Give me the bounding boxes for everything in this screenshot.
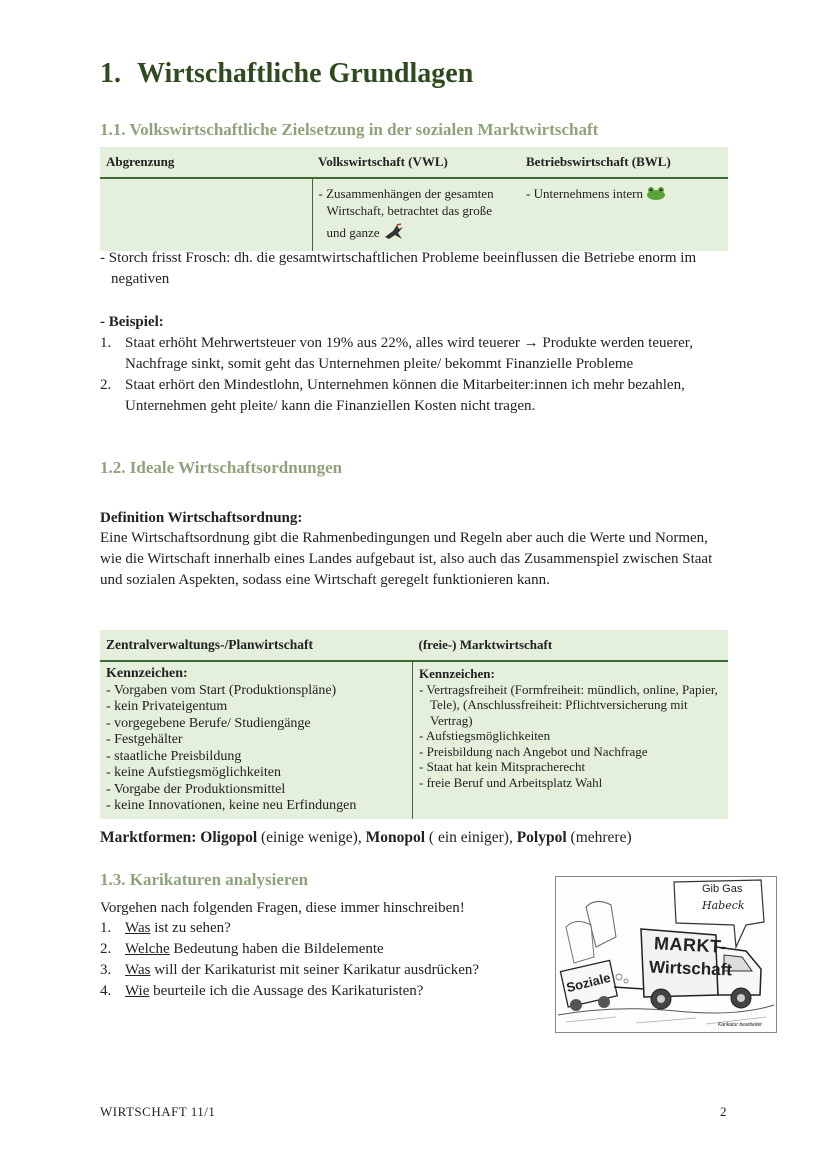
beispiel-text: Beispiel: [108, 314, 164, 330]
kennzeichen-label: Kennzeichen: [419, 666, 495, 681]
list-text: Staat erhöht Mehrwertsteuer von 19% aus 22%, alles wird teuerer → Produkte werden teuerer, Nachfrage sinkt, somit geht das Unternehmen pleite/ bekommt Finanzielle Probleme [125, 335, 693, 372]
karikatur-intro: Vorgehen nach folgenden Fragen, diese immer hinschreiben! [100, 900, 465, 916]
term-polypol: Polypol [516, 829, 567, 846]
cell-empty [100, 178, 312, 251]
question-text: beurteile ich die Aussage des Karikaturisten? [149, 983, 424, 999]
desc-oligopol: (einige wenige), [257, 829, 366, 846]
title-text: Wirtschaftliche Grundlagen [137, 58, 474, 89]
header-planwirtschaft: Zentralverwaltungs-/Planwirtschaft [100, 630, 413, 661]
list-item: - Storch frisst Frosch: dh. die gesamtwirtschaftlichen Probleme beeinflussen die Betriebe enorm im negativen [100, 248, 730, 290]
definition-title: Definition Wirtschaftsordnung: [100, 510, 303, 526]
cartoon-caption: Karikatur bearbeitet [718, 1022, 762, 1028]
stork-icon [383, 223, 405, 245]
question-text: Bedeutung haben die Bildelemente [169, 941, 384, 957]
desc-polypol: (mehrere) [566, 829, 632, 846]
question-key: Welche [125, 941, 170, 957]
bubble-line-2: Habeck [702, 899, 745, 912]
wirtschaftsordnung-table [100, 630, 728, 819]
cell-marktwirtschaft [413, 661, 729, 819]
list-item: - Preisbildung nach Angebot und Nachfrage [419, 744, 722, 760]
list-item [100, 375, 712, 417]
term-oligopol: Oligopol [200, 829, 258, 846]
list-item: - kein Privateigentum [106, 699, 406, 716]
table-header-row [100, 630, 728, 661]
list-item [100, 960, 540, 981]
question-text: will der Karikaturist mit seiner Karikatur ausdrücken? [150, 962, 480, 978]
list-number: 3. [100, 962, 112, 978]
list-number: 2. [100, 941, 112, 957]
list-number: 4. [100, 983, 112, 999]
page-title [100, 58, 473, 90]
cell-planwirtschaft [100, 661, 413, 819]
frog-icon [646, 186, 666, 204]
list-item: - keine Innovationen, keine neu Erfindungen [106, 798, 406, 815]
desc-monopol: ( ein einiger), [425, 829, 517, 846]
example-list [100, 333, 712, 417]
question-key: Was [125, 920, 151, 936]
definition-text: Eine Wirtschaftsordnung gibt die Rahmenbedingungen und Regeln aber auch die Werte und Normen, wie die Wirtschaft innerhalb eines Landes aufgebaut ist, also auch das Zusammenspiel zwischen Staat und sozialen Aspekten, sodass eine Wirtschaft geregelt funktionieren kann. [100, 530, 713, 588]
bubble-line-1: Gib Gas [702, 883, 743, 895]
kennzeichen-label: Kennzeichen: [106, 666, 188, 681]
cell-bwl [520, 178, 728, 251]
cell-vwl-line: - Zusammenhängen der gesamten [318, 186, 494, 201]
footer-left: WIRTSCHAFT 11/1 [100, 1104, 216, 1119]
header-bwl: Betriebswirtschaft (BWL) [520, 147, 728, 178]
list-item [100, 333, 712, 375]
list-number: 2. [100, 377, 112, 393]
section-heading-1-2: 1.2. Ideale Wirtschaftsordnungen [100, 458, 343, 477]
list-item [100, 939, 540, 960]
list-item: - vorgegebene Berufe/ Studiengänge [106, 716, 406, 733]
list-item [100, 918, 540, 939]
beispiel-label: - Beispiel: [100, 314, 164, 330]
marktformen-label: Marktformen: [100, 829, 197, 846]
question-key: Wie [125, 983, 150, 999]
header-vwl: Volkswirtschaft (VWL) [312, 147, 520, 178]
question-text: ist zu sehen? [150, 920, 231, 936]
truck-label-2: Wirtschaft [648, 957, 733, 980]
trailer-label: Soziale [564, 969, 612, 996]
header-abgrenzung: Abgrenzung [100, 147, 312, 178]
marktformen-line [100, 827, 632, 848]
cartoon-image [555, 876, 777, 1033]
truck-label-1: MARKT- [653, 933, 728, 957]
vwl-bwl-table [100, 147, 728, 251]
list-item [100, 981, 540, 1002]
markt-list [419, 682, 722, 791]
question-key: Was [125, 962, 151, 978]
list-item: - Staat hat kein Mitspracherecht [419, 759, 722, 775]
list-item: - Vorgaben vom Start (Produktionspläne) [106, 683, 406, 700]
list-item: - staatliche Preisbildung [106, 749, 406, 766]
list-item: - freie Beruf und Arbeitsplatz Wahl [419, 775, 722, 791]
list-item: - Vertragsfreiheit (Formfreiheit: mündlich, online, Papier, Tele), (Anschlussfreiheit: Pflichtversicherung mit Vertrag) [419, 682, 722, 729]
cell-vwl [312, 178, 520, 251]
section-heading-1-3: 1.3. Karikaturen analysieren [100, 870, 309, 889]
list-number: 1. [100, 920, 112, 936]
cell-bwl-text: - Unternehmens intern [526, 186, 643, 201]
plan-list [106, 683, 406, 815]
page-number: 2 [720, 1104, 727, 1119]
cell-vwl-line [319, 223, 515, 245]
table-header-row [100, 147, 728, 178]
title-number: 1. [100, 58, 121, 89]
header-marktwirtschaft: (freie-) Marktwirtschaft [413, 630, 729, 661]
list-text: Staat erhört den Mindestlohn, Unternehmen können die Mitarbeiter:innen ich mehr bezahlen, Unternehmen geht pleite/ kann die Finanziellen Kosten nicht tragen. [125, 377, 685, 414]
list-item: - keine Aufstiegsmöglichkeiten [106, 765, 406, 782]
table-row [100, 661, 728, 819]
table-row [100, 178, 728, 251]
storch-frosch-note [100, 248, 730, 290]
term-monopol: Monopol [365, 829, 426, 846]
list-item: - Vorgabe der Produktionsmittel [106, 782, 406, 799]
section-heading-1-1: 1.1. Volkswirtschaftliche Zielsetzung in der sozialen Marktwirtschaft [100, 120, 599, 139]
question-list [100, 918, 540, 1002]
cell-vwl-line: Wirtschaft, betrachtet das große [326, 203, 493, 218]
list-item: - Festgehälter [106, 732, 406, 749]
list-number: 1. [100, 335, 112, 351]
cell-vwl-text: und ganze [326, 224, 380, 240]
list-item: - Aufstiegsmöglichkeiten [419, 728, 722, 744]
